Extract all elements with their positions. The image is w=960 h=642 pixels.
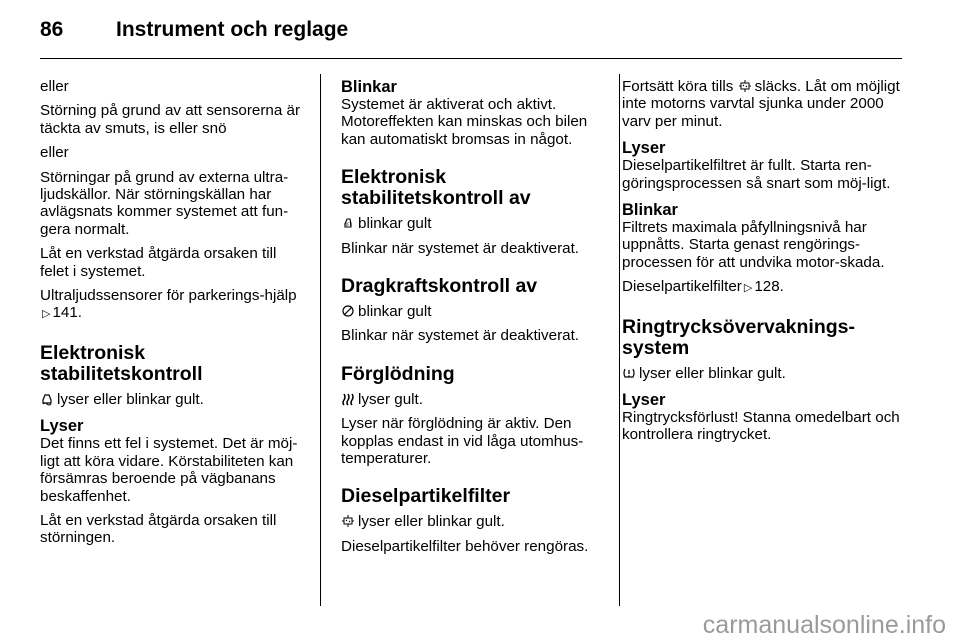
- traction-control-off-icon: [341, 304, 355, 318]
- section-heading: Dieselpartikelfilter: [341, 485, 511, 508]
- paragraph-text: Fortsätt köra tills: [622, 78, 734, 95]
- section-heading: Dragkraftskontroll av: [341, 275, 538, 298]
- status-text: lyser gult.: [358, 390, 423, 408]
- status-text: lyser eller blinkar gult.: [57, 390, 204, 408]
- paragraph: Blinkar när systemet är deaktiverat.: [341, 239, 580, 257]
- section-heading: Elektronisk stabilitetskontroll: [40, 341, 203, 385]
- paragraph: Det finns ett fel i systemet. Det är möj-ligt att köra vidare. Körstabiliteten kan försämras beroende på vägbanans beskaffenhet.: [40, 435, 298, 505]
- subheading: Lyser: [622, 139, 666, 158]
- page-reference-arrow-icon: ▷: [743, 282, 753, 295]
- paragraph-text: Ultraljudssensorer för parkerings-hjälp: [40, 287, 297, 305]
- subheading: Blinkar: [341, 78, 397, 96]
- paragraph: Filtrets maximala påfyllningsnivå har uppnåtts. Starta genast rengörings-processen för att undvika motor-skada.: [622, 219, 885, 271]
- status-text: blinkar gult: [358, 303, 432, 321]
- page-number: 86: [40, 18, 64, 41]
- status-text: lyser eller blinkar gult.: [358, 513, 505, 531]
- page-title: Instrument och reglage: [116, 18, 349, 41]
- watermark: carmanualsonline.info: [702, 611, 946, 639]
- paragraph: [40, 287, 304, 324]
- paragraph: [341, 391, 603, 408]
- paragraph: eller: [40, 144, 69, 162]
- subheading: Lyser: [622, 391, 666, 410]
- paragraph: Blinkar när systemet är deaktiverat.: [341, 327, 580, 345]
- column-divider: [619, 74, 620, 606]
- esc-warning-icon: [40, 392, 54, 406]
- page-header: [40, 18, 348, 42]
- section-heading: Elektronisk stabilitetskontroll av: [341, 166, 531, 210]
- paragraph: Lyser när förglödning är aktiv. Den kopplas endast in vid låga utomhus-temperaturer.: [341, 415, 584, 468]
- paragraph: [622, 365, 902, 382]
- svg-text:OFF: OFF: [344, 222, 352, 228]
- subheading: Blinkar: [622, 201, 678, 220]
- paragraph: [622, 78, 902, 130]
- page-reference-arrow-icon: ▷: [42, 308, 51, 321]
- column-3: [622, 78, 902, 451]
- paragraph: [622, 278, 902, 297]
- esc-off-icon: [341, 216, 355, 230]
- paragraph: [341, 303, 603, 320]
- paragraph-text: släcks. Låt om möjligt inte motorns varvtal sjunka under 2000 varv per minut.: [622, 78, 900, 130]
- paragraph: Störningar på grund av externa ultra-ljudskällor. När störningskällan har avlägsnats kommer systemet att fun-gera normalt.: [40, 168, 289, 238]
- subheading: Lyser: [40, 417, 84, 436]
- diesel-particle-filter-icon: [341, 514, 355, 528]
- paragraph: Dieselpartikelfilter behöver rengöras.: [341, 537, 589, 555]
- paragraph-text: Dieselpartikelfilter: [622, 278, 742, 296]
- section-heading: Förglödning: [341, 362, 455, 385]
- paragraph: Ringtrycksförlust! Stanna omedelbart och kontrollera ringtrycket.: [622, 409, 900, 444]
- paragraph: Störning på grund av att sensorerna är täckta av smuts, is eller snö: [40, 102, 301, 137]
- page-reference[interactable]: 141.: [52, 304, 83, 322]
- diesel-particle-filter-icon: [738, 79, 752, 93]
- header-divider: [40, 58, 902, 59]
- paragraph: [341, 513, 603, 530]
- status-text: lyser eller blinkar gult.: [639, 364, 786, 382]
- column-divider: [320, 74, 321, 606]
- tire-pressure-icon: [622, 366, 636, 380]
- section-heading: Ringtrycksövervaknings-system: [622, 315, 856, 359]
- status-text: blinkar gult: [358, 215, 432, 233]
- paragraph: Låt en verkstad åtgärda orsaken till felet i systemet.: [40, 245, 277, 280]
- paragraph: Låt en verkstad åtgärda orsaken till störningen.: [40, 511, 277, 547]
- paragraph: [40, 391, 304, 408]
- column-2: [341, 78, 603, 562]
- paragraph: Systemet är aktiverat och aktivt. Motoreffekten kan minskas och bilen kan automatiskt bromsas in något.: [341, 96, 588, 148]
- glow-plug-icon: [341, 392, 355, 406]
- paragraph: eller: [40, 78, 69, 95]
- paragraph: Dieselpartikelfiltret är fullt. Starta ren-göringsprocessen så snart som möj-ligt.: [622, 157, 891, 192]
- paragraph: [341, 215, 603, 232]
- column-1: [40, 78, 304, 554]
- page-reference[interactable]: 128.: [754, 278, 784, 296]
